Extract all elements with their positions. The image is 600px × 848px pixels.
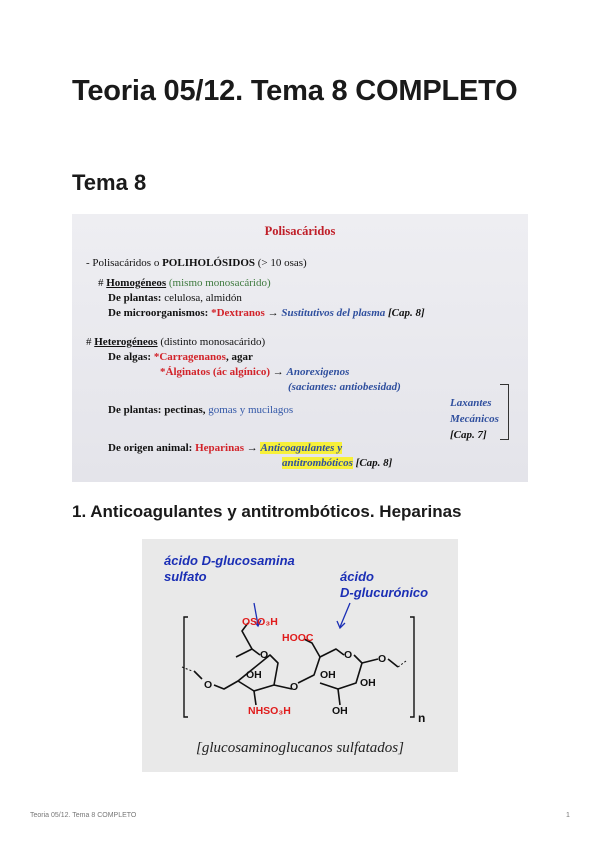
label-oh-3: OH [360,677,376,689]
slide-laxantes-1: Laxantes [450,397,492,409]
slide-line-pectinas: De plantas: pectinas, gomas y mucilagos [108,404,294,416]
label-oso3h: OSO₃H [242,616,278,628]
footer-page-number: 1 [566,812,570,819]
label-glucuronico: D-glucurónico [340,585,429,600]
slide-line-antitromboticos: antitrombóticos [Cap. 8] [282,457,393,469]
nhso3h-bond [254,691,256,705]
slide-line-plantas: De plantas: celulosa, almidón [108,292,242,304]
left-bracket [184,617,188,717]
slide-line-alginatos: *Álginatos (ác algínico) → Anorexigenos [160,366,350,378]
slide-line-heterogeneos: # Heterogéneos (distinto monosacárido) [86,336,266,348]
footer-document-title: Teoria 05/12. Tema 8 COMPLETO [30,812,137,819]
page-title: Teoria 05/12. Tema 8 COMPLETO [72,75,518,107]
label-oh-1: OH [246,669,262,681]
slide-line-microorganismos: De microorganismos: *Dextranos → Sustitutivos del plasma [Cap. 8] [108,307,425,319]
label-sulfato: sulfato [164,569,207,584]
label-o-ring2: O [344,649,353,661]
slide-laxantes-2: Mecánicos [450,413,499,425]
label-nhso3h: NHSO₃H [248,705,291,717]
label-acido: ácido [340,569,374,584]
slide-line-animal: De origen animal: Heparinas → Anticoagulantes y [108,442,343,454]
section-heading: Tema 8 [72,170,147,195]
slide-bracket [500,384,509,440]
heparin-structure-figure [142,539,458,772]
slide-laxantes-3: [Cap. 7] [450,429,487,441]
label-o-left: O [204,679,213,691]
right-bracket [410,617,414,717]
label-o-right: O [378,653,387,665]
figure-caption: [glucosaminoglucanos sulfatados] [196,740,404,756]
o-link-left [214,681,238,689]
oh-bottom-bond [338,689,340,705]
subsection-heading: 1. Anticoagulantes y antitrombóticos. Heparinas [72,502,462,521]
label-oh-2: OH [320,669,336,681]
glycosidic-tail [194,671,202,679]
slide-line-saciantes: (saciantes: antiobesidad) [288,381,401,393]
slide-line-polisacaridos: - Polisacáridos o POLIHOLÓSIDOS (> 10 osas) [86,257,307,269]
slide-line-homogeneos: # Homogéneos (mismo monosacárido) [98,277,271,289]
label-hooc: HOOC [282,632,314,644]
label-acido-glucosamina: ácido D-glucosamina [164,553,295,568]
label-oh-4: OH [332,705,348,717]
slide-image-polisacaridos [72,214,528,482]
label-o-ring1: O [260,649,269,661]
label-n-repeat: n [418,711,426,725]
slide-line-algas: De algas: *Carragenanos, agar [108,351,253,363]
label-o-mid: O [290,681,299,693]
slide-title: Polisacáridos [264,224,336,238]
